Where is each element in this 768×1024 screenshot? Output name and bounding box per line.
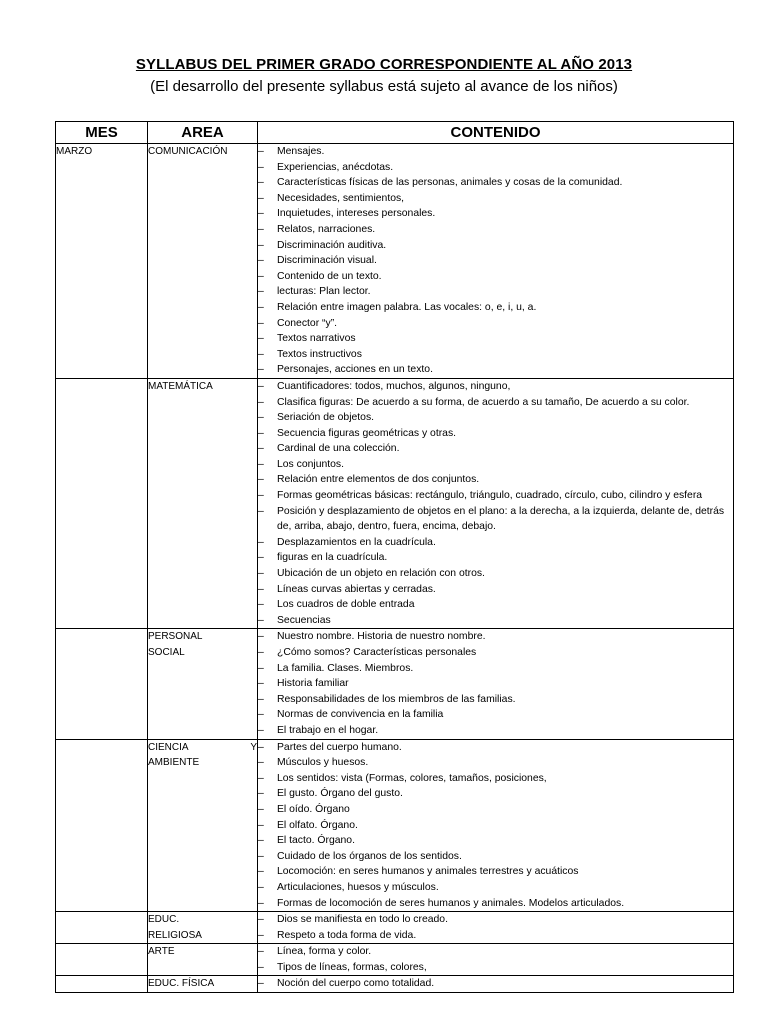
cell-contenido	[258, 912, 734, 944]
area-label-line: MATEMÁTICA	[148, 380, 213, 392]
content-list	[258, 629, 733, 738]
table-header-row	[56, 122, 734, 144]
list-item: – Secuencias	[258, 613, 733, 629]
content-list	[258, 944, 733, 975]
list-item: – lecturas: Plan lector.	[258, 284, 733, 300]
document-subtitle: (El desarrollo del presente syllabus está sujeto al avance de los niños)	[150, 78, 618, 95]
cell-contenido	[258, 629, 734, 739]
table-row	[56, 944, 734, 976]
area-label-line: PERSONAL	[148, 631, 203, 643]
area-label-line: AMBIENTE	[148, 757, 200, 769]
table-row	[56, 912, 734, 944]
list-item: – Cardinal de una colección.	[258, 441, 733, 457]
cell-area	[148, 629, 258, 739]
list-item: – Cuantificadores: todos, muchos, algunos, ninguno,	[258, 379, 733, 395]
cell-mes	[56, 976, 148, 993]
cell-area	[148, 739, 258, 912]
table-row	[56, 144, 734, 379]
list-item: – Personajes, acciones en un texto.	[258, 362, 733, 378]
document-title: SYLLABUS DEL PRIMER GRADO CORRESPONDIENTE AL AÑO 2013	[135, 56, 633, 73]
table-row	[56, 378, 734, 629]
list-item: – Posición y desplazamiento de objetos en el plano: a la derecha, a la izquierda, delante de, detrás de, arriba, abajo, dentro, fuera, encima, debajo.	[258, 504, 733, 535]
list-item: – Discriminación auditiva.	[258, 238, 733, 254]
cell-mes: MARZO	[56, 144, 148, 379]
list-item: – Contenido de un texto.	[258, 269, 733, 285]
list-item: – Textos narrativos	[258, 331, 733, 347]
list-item: – Inquietudes, intereses personales.	[258, 206, 733, 222]
cell-contenido	[258, 944, 734, 976]
list-item: – Dios se manifiesta en todo lo creado.	[258, 912, 733, 928]
list-item: – Formas de locomoción de seres humanos y animales. Modelos articulados.	[258, 896, 733, 912]
list-item: – Textos instructivos	[258, 347, 733, 363]
column-header-mes: MES	[56, 122, 148, 144]
list-item: – Conector “y”.	[258, 316, 733, 332]
cell-contenido	[258, 144, 734, 379]
list-item: – Formas geométricas básicas: rectángulo, triángulo, cuadrado, círculo, cubo, cilindro y esfera	[258, 488, 733, 504]
list-item: – Necesidades, sentimientos,	[258, 191, 733, 207]
list-item: – ¿Cómo somos? Características personales	[258, 645, 733, 661]
list-item: – Articulaciones, huesos y músculos.	[258, 880, 733, 896]
area-label-line: EDUC.	[148, 914, 180, 926]
content-list	[258, 379, 733, 629]
list-item: – Cuidado de los órganos de los sentidos.	[258, 849, 733, 865]
content-list	[258, 912, 733, 943]
list-item: – Partes del cuerpo humano.	[258, 740, 733, 756]
table-row	[56, 976, 734, 993]
area-label-line: ARTE	[148, 946, 175, 958]
list-item: – Locomoción: en seres humanos y animales terrestres y acuáticos	[258, 864, 733, 880]
column-header-area: AREA	[148, 122, 258, 144]
list-item: – Características físicas de las personas, animales y cosas de la comunidad.	[258, 175, 733, 191]
list-item: – Líneas curvas abiertas y cerradas.	[258, 582, 733, 598]
list-item: – Nuestro nombre. Historia de nuestro nombre.	[258, 629, 733, 645]
table-row	[56, 739, 734, 912]
list-item: – Relación entre elementos de dos conjuntos.	[258, 472, 733, 488]
content-list	[258, 740, 733, 912]
list-item: – Relatos, narraciones.	[258, 222, 733, 238]
list-item: – Músculos y huesos.	[258, 755, 733, 771]
content-list	[258, 144, 733, 378]
syllabus-table	[55, 121, 734, 993]
list-item: – El olfato. Órgano.	[258, 818, 733, 834]
table-body	[56, 144, 734, 993]
list-item: – Tipos de líneas, formas, colores,	[258, 960, 733, 976]
cell-contenido	[258, 976, 734, 993]
list-item: – Discriminación visual.	[258, 253, 733, 269]
cell-contenido	[258, 378, 734, 629]
list-item: – Seriación de objetos.	[258, 410, 733, 426]
list-item: – Clasifica figuras: De acuerdo a su forma, de acuerdo a su tamaño, De acuerdo a su color.	[258, 395, 733, 411]
list-item: – Los cuadros de doble entrada	[258, 597, 733, 613]
list-item: – Relación entre imagen palabra. Las vocales: o, e, i, u, a.	[258, 300, 733, 316]
area-label-line: CIENCIA Y	[148, 741, 257, 753]
list-item: – Secuencia figuras geométricas y otras.	[258, 426, 733, 442]
list-item: – Noción del cuerpo como totalidad.	[258, 976, 733, 992]
cell-area	[148, 378, 258, 629]
area-label-line: RELIGIOSA	[148, 929, 202, 941]
area-label-line: SOCIAL	[148, 647, 185, 658]
list-item: – figuras en la cuadrícula.	[258, 550, 733, 566]
table-row	[56, 629, 734, 739]
list-item: – Ubicación de un objeto en relación con otros.	[258, 566, 733, 582]
list-item: – Historia familiar	[258, 676, 733, 692]
cell-area	[148, 976, 258, 993]
cell-mes	[56, 629, 148, 739]
list-item: – Línea, forma y color.	[258, 944, 733, 960]
cell-mes	[56, 378, 148, 629]
list-item: – Normas de convivencia en la familia	[258, 707, 733, 723]
cell-area	[148, 944, 258, 976]
content-list	[258, 976, 733, 992]
list-item: – Los sentidos: vista (Formas, colores, tamaños, posiciones,	[258, 771, 733, 787]
list-item: – El oído. Órgano	[258, 802, 733, 818]
cell-mes	[56, 944, 148, 976]
list-item: – Mensajes.	[258, 144, 733, 160]
list-item: – Los conjuntos.	[258, 457, 733, 473]
list-item: – Responsabilidades de los miembros de las familias.	[258, 692, 733, 708]
area-label-line: EDUC. FÍSICA	[148, 978, 215, 990]
list-item: – Experiencias, anécdotas.	[258, 160, 733, 176]
cell-area	[148, 144, 258, 379]
area-label-line: COMUNICACIÓN	[148, 146, 228, 157]
cell-mes	[56, 912, 148, 944]
list-item: – El gusto. Órgano del gusto.	[258, 786, 733, 802]
list-item: – El trabajo en el hogar.	[258, 723, 733, 739]
list-item: – Desplazamientos en la cuadrícula.	[258, 535, 733, 551]
cell-contenido	[258, 739, 734, 912]
cell-area	[148, 912, 258, 944]
column-header-contenido: CONTENIDO	[258, 122, 734, 144]
list-item: – Respeto a toda forma de vida.	[258, 928, 733, 944]
cell-mes	[56, 739, 148, 912]
list-item: – La familia. Clases. Miembros.	[258, 661, 733, 677]
list-item: – El tacto. Órgano.	[258, 833, 733, 849]
